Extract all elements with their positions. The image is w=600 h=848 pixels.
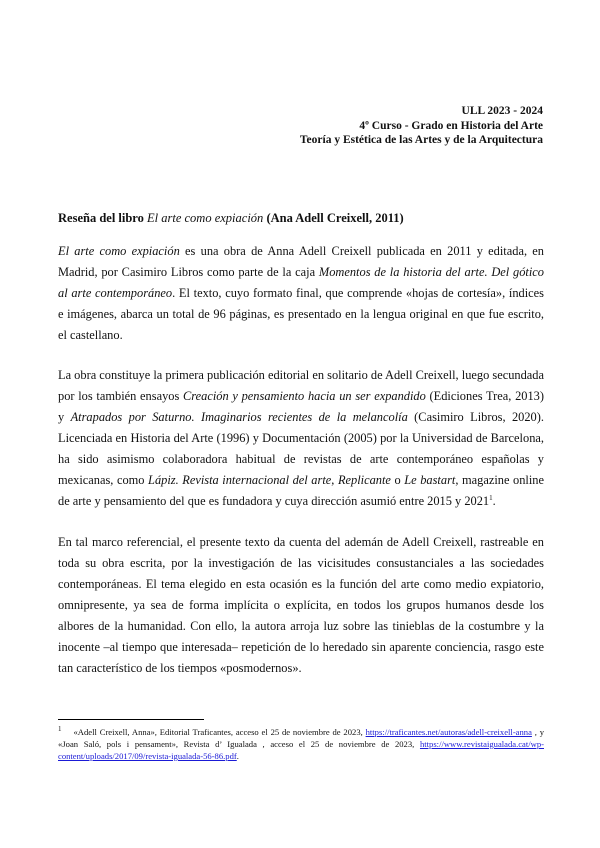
header-course: 4º Curso - Grado en Historia del Arte (359, 119, 543, 132)
footnote (58, 726, 544, 762)
text-span: , y «Joan Saló, pols i pensament», Revista d’ Igualada , acceso el 25 de noviembre de 2023, (58, 727, 544, 749)
magazine-title-ref: Lápiz. Revista internacional del arte (148, 473, 332, 487)
header-year: ULL 2023 - 2024 (461, 105, 543, 117)
title-book: El arte como expiación (147, 211, 264, 225)
book-title-ref: Atrapados por Saturno. Imaginarios recientes de la melancolía (70, 410, 408, 424)
text-span: . (236, 751, 239, 761)
text-span: (Ediciones Trea, 2013) y (58, 389, 545, 424)
magazine-title-ref: Le bastart (404, 473, 456, 487)
text-span: es una obra de Anna Adell Creixell publicada en 2011 y editada, en Madrid, por Casimiro Libros como parte de la caja (58, 244, 544, 279)
footnote-link-traficantes[interactable]: https://traficantes.net/autoras/adell-creixell-anna (365, 727, 532, 737)
paragraph-3: En tal marco referencial, el presente texto da cuenta del ademán de Adell Creixell, rastreable en toda su obra escrita, por la investigación de las vicisitudes consustanciales a las sociedades contemporáneas. El tema elegido en esta ocasión es la función del arte como medio expiatorio, omnipresente, ya sea de forma implícita o explícita, en todos los grupos humanos desde los albores de la humanidad. Con ello, la autora arroja luz sobre las tinieblas de la costumbre y la inocente –al tiempo que interesada– repetición de lo heredado sin aparente conciencia, rasgo este tan característico de los tiempos «posmodernos». (58, 535, 544, 675)
magazine-title-ref: Replicante (337, 473, 391, 487)
paragraph-1 (58, 241, 544, 346)
header-subject: Teoría y Estética de las Artes y de la Arquitectura (299, 134, 543, 146)
title-suffix: (Ana Adell Creixell, 2011) (263, 211, 404, 225)
book-title-ref: Creación y pensamiento hacia un ser expandido (183, 389, 426, 403)
course-header (300, 104, 543, 148)
footnote-reference[interactable]: 1 (489, 493, 493, 502)
review-body (58, 241, 544, 698)
text-span: La obra constituye la primera publicación editorial en solitario de Adell Creixell, luego secundada por los también ensayos (58, 368, 544, 403)
title-prefix: Reseña del libro (58, 211, 148, 225)
collection-title-ref: Momentos de la historia del arte. Del gótico al arte contemporáneo (58, 265, 545, 300)
text-span: . El texto, cuyo formato final, que comprende «hojas de cortesía», índices e imágenes, abarca un total de 96 páginas, es presentado en la lengua original en que fue escrito, el castellano. (58, 286, 544, 342)
review-title (58, 210, 544, 226)
text-span: . (492, 494, 496, 508)
text-span: , magazine online de arte y pensamiento del que es fundadora y cuya dirección asumió entre 2015 y 2021 (58, 473, 545, 508)
footnote-link-revista-igualada[interactable]: https://www.revistaigualada.cat/wp-content/uploads/2017/09/revista-igualada-56-86.pdf (58, 739, 544, 761)
text-span: (Casimiro Libros, 2020). Licenciada en Historia del Arte (1996) y Documentación (2005) por la Universidad de Barcelona, ha sido asimismo colaboradora habitual de revistas de arte contemporáneo españolas y mexicanas, como (58, 410, 544, 487)
text-span: , (331, 473, 338, 487)
text-span: o (390, 473, 405, 487)
text-span: «Adell Creixell, Anna», Editorial Traficantes, acceso el 25 de noviembre de 2023, (73, 727, 366, 737)
book-title-ref: El arte como expiación (58, 244, 180, 258)
footnote-separator (58, 719, 204, 720)
footnote-number: 1 (58, 725, 62, 734)
paragraph-2 (58, 365, 544, 512)
